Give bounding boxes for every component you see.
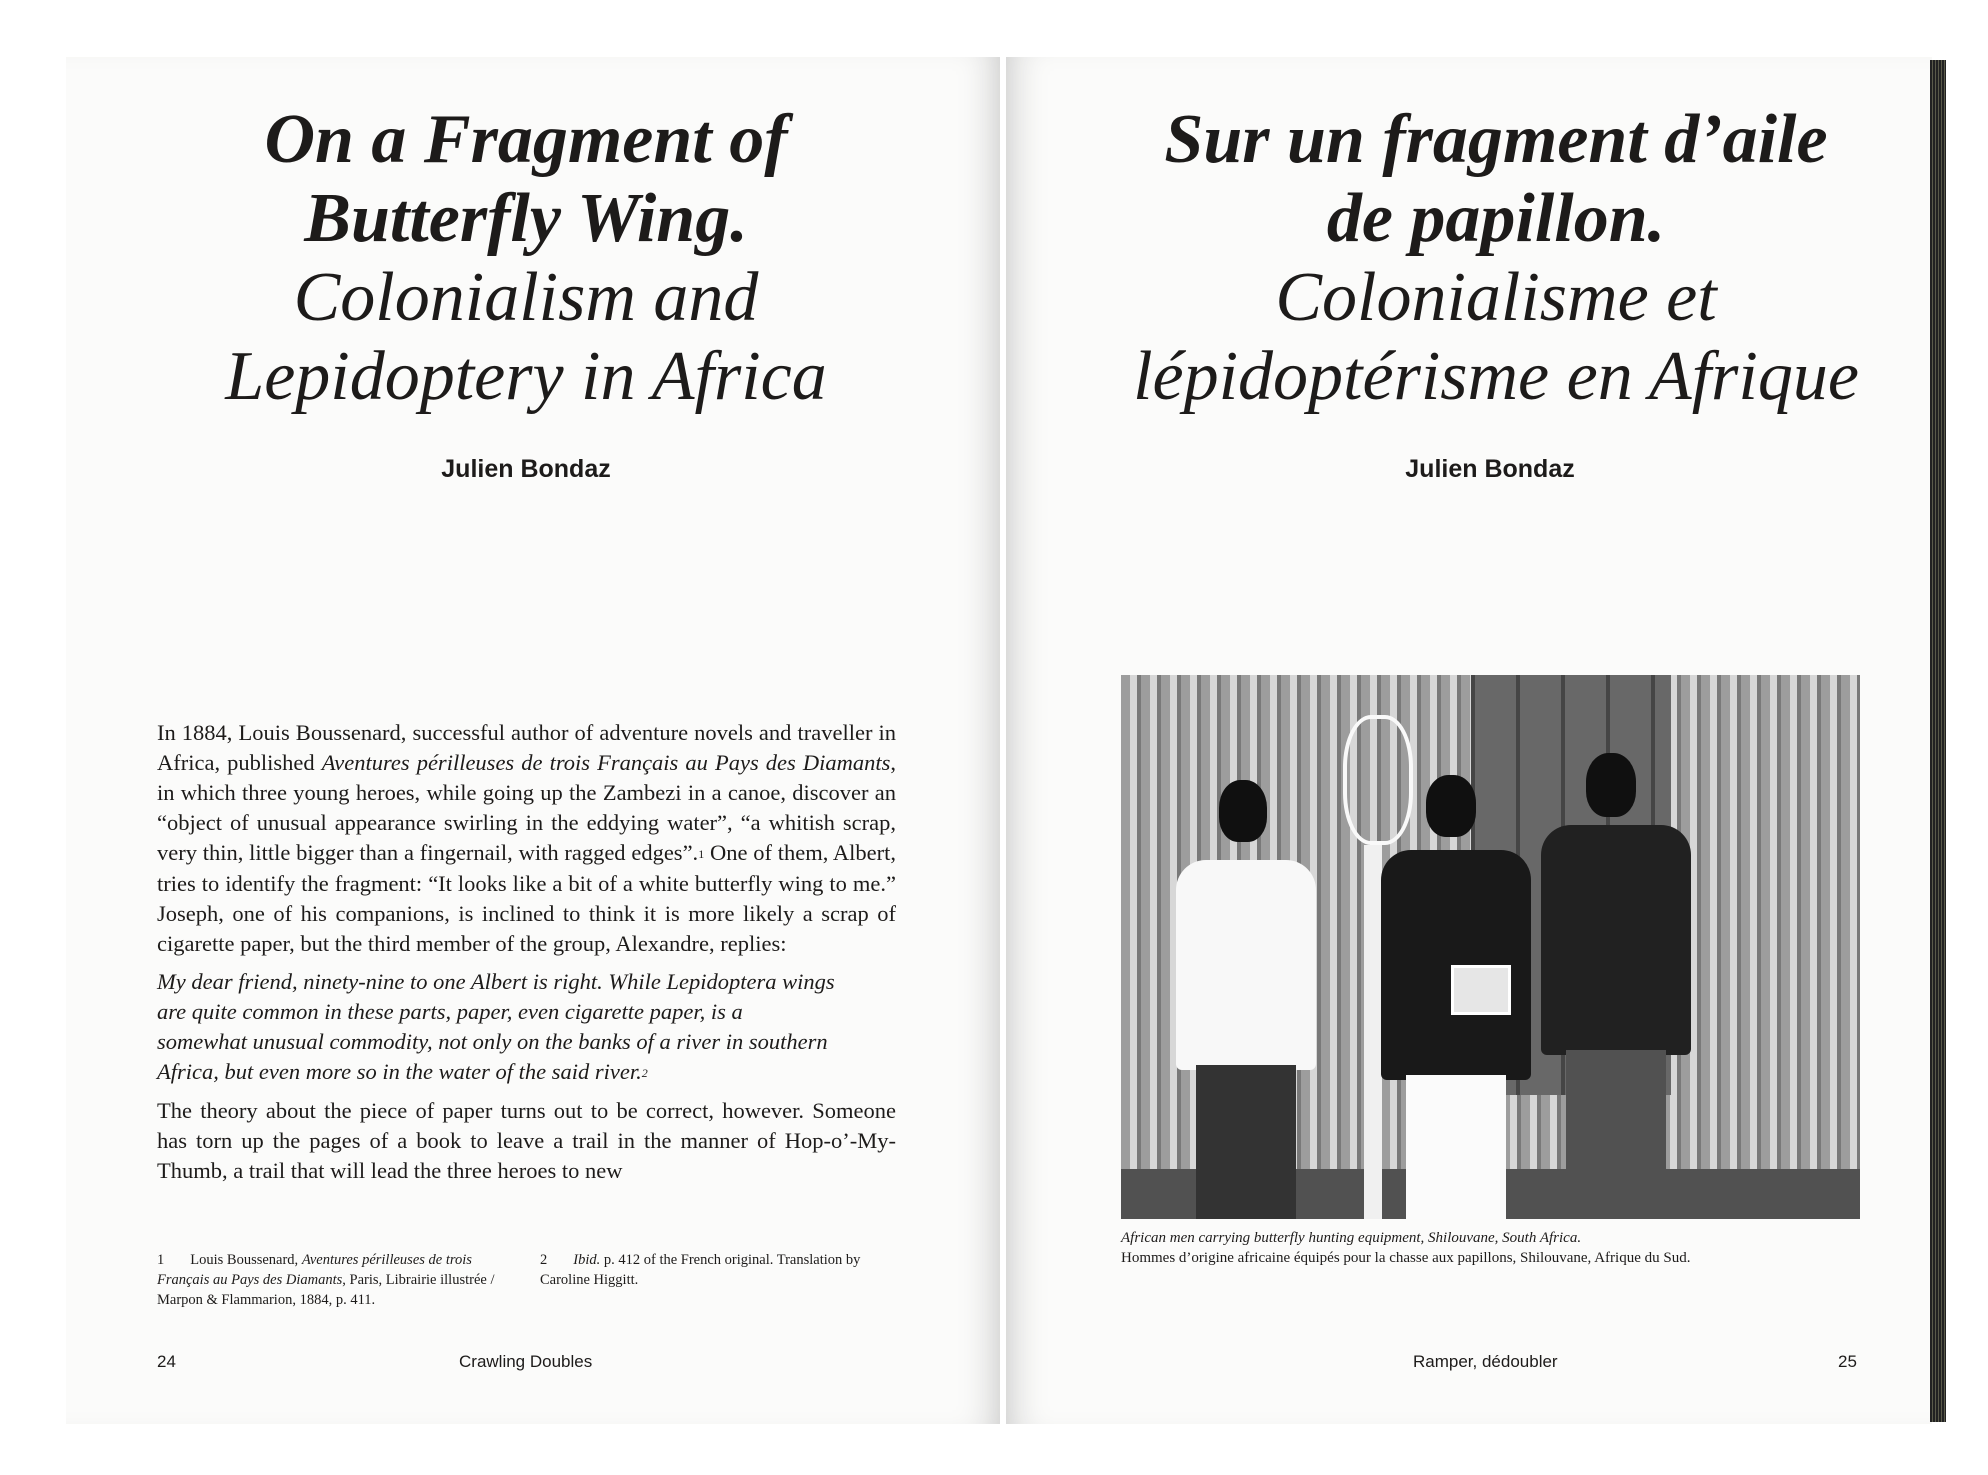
block-quote: My dear friend, ninety-nine to one Albert is right. While Lepidoptera wings are quite common in these parts, paper, even cigarette paper, is a somewhat unusual commodity, not only on the banks of a river in southern Africa, but even more so in the water of the said river.$^2$	[157, 969, 835, 1084]
footnote-ref[interactable]: 1	[698, 847, 705, 861]
title-line: Butterfly Wing.	[304, 180, 748, 257]
page-number: 24	[157, 1352, 176, 1371]
page-number: 25	[1838, 1352, 1857, 1371]
figure	[1406, 1075, 1506, 1219]
title-line: de papillon.	[1326, 180, 1666, 257]
running-title: Ramper, dédoubler	[1413, 1352, 1558, 1371]
subtitle-line: Colonialism and	[293, 259, 759, 336]
photo-caption	[1121, 1228, 1690, 1268]
footnote-2: 2 Ibid. p. 412 of the French original. Translation by Caroline Higgitt.	[540, 1252, 861, 1288]
footnote-ref[interactable]: 2	[641, 1066, 648, 1080]
left-title	[76, 100, 976, 416]
subtitle-line: lépidoptérisme en Afrique	[1133, 338, 1859, 415]
figure	[1196, 1065, 1296, 1219]
caption-french: Hommes d’origine africaine équipés pour la chasse aux papillons, Shilouvane, Afrique du Sud.	[1121, 1250, 1691, 1266]
net-pole	[1364, 845, 1382, 1219]
running-title: Crawling Doubles	[459, 1352, 593, 1371]
butterfly-net	[1343, 715, 1413, 845]
subtitle-line: Lepidoptery in Africa	[225, 338, 827, 415]
subtitle-line: Colonialisme et	[1275, 259, 1717, 336]
right-author: Julien Bondaz	[1405, 455, 1575, 483]
footnote-1: 1 Louis Boussenard, Aventures périlleuses de trois Français au Pays des Diamants, Paris, Librairie illustrée / Marpon & Flammarion, 1884, p. 411.	[157, 1252, 495, 1308]
paragraph: The theory about the piece of paper turns out to be correct, however. Someone has torn up the pages of a book to leave a trail in the manner of Hop-o’-My-Thumb, a trail that will lead the three heroes to new	[157, 1098, 896, 1183]
figure	[1176, 860, 1316, 1070]
caption-english: African men carrying butterfly hunting equipment, Shilouvane, South Africa.	[1121, 1230, 1582, 1246]
figure	[1219, 780, 1267, 842]
right-title	[1046, 100, 1946, 416]
left-author: Julien Bondaz	[441, 455, 611, 483]
figure	[1586, 753, 1636, 817]
figure	[1566, 1050, 1666, 1219]
article-body	[157, 718, 896, 1194]
title-line: Sur un fragment d’aile	[1164, 101, 1828, 178]
title-line: On a Fragment of	[264, 101, 788, 178]
figure	[1426, 775, 1476, 837]
historical-photograph	[1121, 675, 1860, 1219]
specimen-box	[1451, 965, 1511, 1015]
paragraph: In 1884, Louis Boussenard, successful author of adventure novels and traveller in Africa, published Aventures périlleuses de trois Français au Pays des Diamants, in which three young heroes, while going up the Zambezi in a canoe, discover an “object of unusual appearance swirling in the eddying water”, “a whitish scrap, very thin, little bigger than a fingernail, with ragged edges”.$^1$ One of them, Albert, tries to identify the fragment: “It looks like a bit of a white butterfly wing to me.” Joseph, one of his companions, is inclined to think it is more likely a scrap of cigarette paper, but the third member of the group, Alexandre, replies:	[157, 720, 896, 956]
figure	[1541, 825, 1691, 1055]
